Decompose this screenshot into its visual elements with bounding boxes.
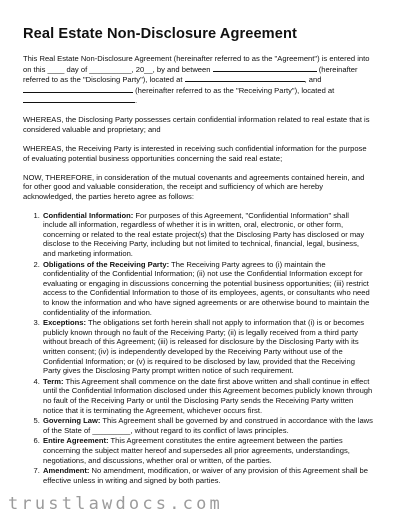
clause-item — [42, 436, 373, 465]
intro-paragraph — [23, 54, 373, 106]
watermark-text: trustlawdocs.com — [8, 494, 223, 514]
clause-item — [42, 416, 373, 435]
clause-item — [42, 211, 373, 259]
clause-heading: Obligations of the Receiving Party: — [43, 259, 170, 269]
intro-text-1: This Real Estate Non-Disclosure Agreement (hereinafter referred to as the "Agreement") is entered into on this ____ day of __________, 20__, by and between — [23, 54, 370, 74]
clause-item — [42, 466, 373, 485]
whereas-paragraph-2: WHEREAS, the Receiving Party is interested in receiving such confidential information for the purpose of evaluating potential business opportunities concerning the said real estate; — [23, 143, 367, 163]
document-title: Real Estate Non-Disclosure Agreement — [23, 26, 297, 42]
clause-heading: Governing Law: — [43, 416, 101, 426]
clause-heading: Confidential Information: — [43, 210, 134, 220]
whereas-paragraph-1: WHEREAS, the Disclosing Party possesses certain confidential information related to real estate that is considered valuable and proprietary; and — [23, 115, 370, 134]
clause-heading: Entire Agreement: — [43, 436, 109, 446]
clause-item — [42, 377, 373, 415]
clause-text: This Agreement shall be governed by and construed in accordance with the laws of the State of _________, without regard to its conflict of laws principles. — [43, 416, 373, 435]
receiving-party-address-blank — [23, 95, 138, 106]
clause-text: The Receiving Party agrees to (i) maintain the confidentiality of the Confidential Information; (ii) not use the Confidential Information except for evaluating or engaging in discussions concerning the potential business opportunities; (iii) restrict access to the Confidential Information to those of its employees, agents, or consultants who need to know the information and who have signed agreements or are otherwise bound to maintain the confidentiality of the information. — [43, 259, 370, 317]
clauses-list — [23, 211, 373, 486]
clause-item — [42, 260, 373, 318]
now-therefore-paragraph: NOW, THEREFORE, in consideration of the mutual covenants and agreements contained herein, and for other good and valuable consideration, the receipt and sufficiency of which are hereby acknowledged, the parties hereto agree as follows: — [23, 172, 365, 201]
intro-text-4: (hereinafter referred to as the "Receiving Party"), located at — [135, 85, 335, 95]
intro-text-2: (hereinafter referred to as the "Disclosing Party"), located at — [23, 64, 358, 85]
intro-text-3: , and — [304, 75, 322, 85]
clause-text: This Agreement constitutes the entire agreement between the parties concerning the subject matter hereof and supersedes all prior agreements, understandings, negotiations, and discussions, whether oral or written, of the parties. — [43, 436, 350, 465]
disclosing-party-address-blank — [185, 74, 305, 82]
clause-text: The obligations set forth herein shall not apply to information that (i) is or becomes publicly known through no fault of the Receiving Party; (ii) is legally received from a third party without breach of this Agreement; (iii) is released for disclosure by the Disclosing Party with its written consent; (iv) is independently developed by the Receiving Party without use of the Confidential Information; or (v) is required to be disclosed by law, provided that the Receiving Party gives the Disclosing Party prompt written notice of such requirement. — [43, 318, 365, 376]
clause-heading: Exceptions: — [43, 318, 87, 328]
clause-heading: Term: — [43, 376, 64, 386]
clause-text: No amendment, modification, or waiver of any provision of this Agreement shall be effective unless in writing and signed by both parties. — [43, 466, 368, 485]
receiving-party-name-blank — [23, 85, 133, 93]
clause-text: This Agreement shall commence on the date first above written and shall continue in effect until the Confidential Information disclosed under this Agreement becomes publicly known through no fault of the Receiving Party or until the Disclosing Party sends the Receiving Party written notice that it is terminating the Agreement, whichever occurs first. — [43, 376, 373, 415]
disclosing-party-name-blank — [213, 64, 317, 72]
clause-text: For purposes of this Agreement, "Confidential Information" shall include all information, regardless of whether it is in written, oral, electronic, or other form, concerning or related to the real estate project(s) that the Disclosing Party has disclosed or may disclose to the Receiving Party, including but not limited to technical, financial, legal, business, and marketing information. — [43, 210, 365, 259]
clause-item — [42, 318, 373, 376]
clause-heading: Amendment: — [43, 466, 90, 476]
intro-text-5: . — [135, 96, 138, 106]
